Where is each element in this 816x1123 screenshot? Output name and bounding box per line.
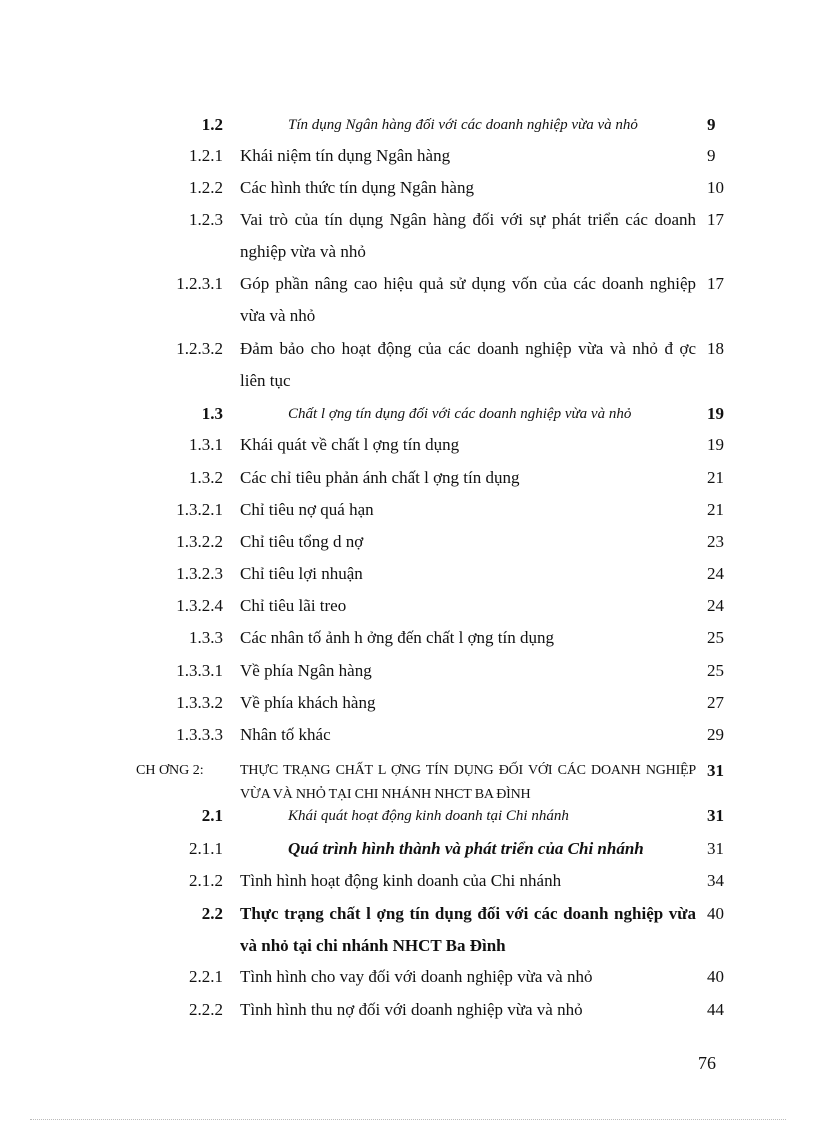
entry-page: 25 xyxy=(707,628,724,647)
chapter-number: CH ƠNG 2: xyxy=(136,763,204,778)
entry-number: 1.3.3.1 xyxy=(176,661,223,680)
entry-page: 10 xyxy=(707,178,724,197)
entry-title: Chỉ tiêu tổng d nợ xyxy=(240,532,364,551)
entry-number: 2.2 xyxy=(201,904,223,923)
entry-number: 1.2.2 xyxy=(189,178,223,197)
entry-page: 31 xyxy=(707,806,724,825)
entry-page: 19 xyxy=(707,435,724,454)
entry-page: 21 xyxy=(707,468,724,487)
entry-page: 31 xyxy=(707,761,724,780)
entry-page: 9 xyxy=(707,115,716,134)
entry-number: 2.2.1 xyxy=(189,967,223,986)
entry-title: Vai trò của tín dụng Ngân hàng đối với sự phát triển các doanh nghiệp vừa và nhỏ xyxy=(240,210,696,261)
entry-number: 1.2.3.1 xyxy=(176,274,223,293)
entry-number: 1.2.3.2 xyxy=(176,339,223,358)
entry-page: 31 xyxy=(707,839,724,858)
entry-number: 1.3 xyxy=(201,404,223,423)
entry-title: Chất l ợng tín dụng đối với các doanh nghiệp vừa và nhỏ xyxy=(288,406,632,422)
entry-title: Chỉ tiêu lợi nhuận xyxy=(240,564,363,583)
entry-title: Chỉ tiêu nợ quá hạn xyxy=(240,500,374,519)
entry-title: Đảm bảo cho hoạt động của các doanh nghiệp vừa và nhỏ đ ợc liên tục xyxy=(240,339,696,390)
entry-page: 23 xyxy=(707,532,724,551)
entry-title: Chỉ tiêu lãi treo xyxy=(240,596,347,615)
entry-title: Về phía khách hàng xyxy=(240,693,376,712)
entry-title: Tình hình hoạt động kinh doanh của Chi nhánh xyxy=(240,871,562,890)
entry-page: 19 xyxy=(707,404,724,423)
entry-page: 40 xyxy=(707,967,724,986)
entry-title: Góp phần nâng cao hiệu quả sử dụng vốn của các doanh nghiệp vừa và nhỏ xyxy=(240,274,696,325)
entry-number: 1.2.3 xyxy=(189,210,223,229)
entry-title: Nhân tố khác xyxy=(240,725,331,744)
entry-page: 44 xyxy=(707,1000,724,1019)
entry-number: 1.2 xyxy=(201,115,223,134)
entry-page: 9 xyxy=(707,146,716,165)
entry-page: 25 xyxy=(707,661,724,680)
entry-page: 17 xyxy=(707,274,724,293)
entry-page: 34 xyxy=(707,871,724,890)
entry-number: 1.3.2.3 xyxy=(176,564,223,583)
entry-number: 1.3.1 xyxy=(189,435,223,454)
entry-title: Tình hình cho vay đối với doanh nghiệp vừa và nhỏ xyxy=(240,967,593,986)
entry-title: Về phía Ngân hàng xyxy=(240,661,372,680)
entry-title: Các nhân tố ảnh h ởng đến chất l ợng tín dụng xyxy=(240,628,555,647)
entry-page: 24 xyxy=(707,596,724,615)
entry-number: 1.3.2.4 xyxy=(176,596,223,615)
entry-number: 1.3.2.1 xyxy=(176,500,223,519)
entry-number: 1.3.2 xyxy=(189,468,223,487)
entry-number: 2.1.2 xyxy=(189,871,223,890)
entry-number: 2.1 xyxy=(201,806,223,825)
entry-number: 1.3.3.3 xyxy=(176,725,223,744)
chapter-title: THỰC TRẠNG CHẤT L ỢNG TÍN DỤNG ĐỐI VỚI CÁC DOANH NGHIỆP VỪA VÀ NHỎ TẠI CHI NHÁNH NHCT BA ĐÌNH xyxy=(240,763,696,802)
entry-title: Tình hình thu nợ đối với doanh nghiệp vừa và nhỏ xyxy=(240,1000,583,1019)
entry-page: 18 xyxy=(707,339,724,358)
entry-number: 1.3.3.2 xyxy=(176,693,223,712)
entry-page: 24 xyxy=(707,564,724,583)
entry-title: Khái quát hoạt động kinh doanh tại Chi nhánh xyxy=(288,808,569,824)
entry-page: 21 xyxy=(707,500,724,519)
entry-number: 1.3.3 xyxy=(189,628,223,647)
entry-page: 27 xyxy=(707,693,724,712)
page-number: 76 xyxy=(698,1053,716,1073)
entry-number: 1.2.1 xyxy=(189,146,223,165)
entry-title: Quá trình hình thành và phát triển của Chi nhánh xyxy=(288,839,644,858)
entry-number: 1.3.2.2 xyxy=(176,532,223,551)
entry-title: Tín dụng Ngân hàng đối với các doanh nghiệp vừa và nhỏ xyxy=(288,117,638,133)
entry-number: 2.2.2 xyxy=(189,1000,223,1019)
entry-title: Các chỉ tiêu phản ánh chất l ợng tín dụng xyxy=(240,468,520,487)
entry-title: Thực trạng chất l ợng tín dụng đối với các doanh nghiệp vừa và nhỏ tại chi nhánh NHCT Ba Đình xyxy=(240,904,696,955)
entry-page: 29 xyxy=(707,725,724,744)
page-bottom-divider xyxy=(30,1119,786,1120)
entry-title: Khái quát về chất l ợng tín dụng xyxy=(240,435,460,454)
entry-title: Các hình thức tín dụng Ngân hàng xyxy=(240,178,474,197)
entry-page: 40 xyxy=(707,904,724,923)
entry-page: 17 xyxy=(707,210,724,229)
entry-number: 2.1.1 xyxy=(189,839,223,858)
entry-title: Khái niệm tín dụng Ngân hàng xyxy=(240,146,451,165)
